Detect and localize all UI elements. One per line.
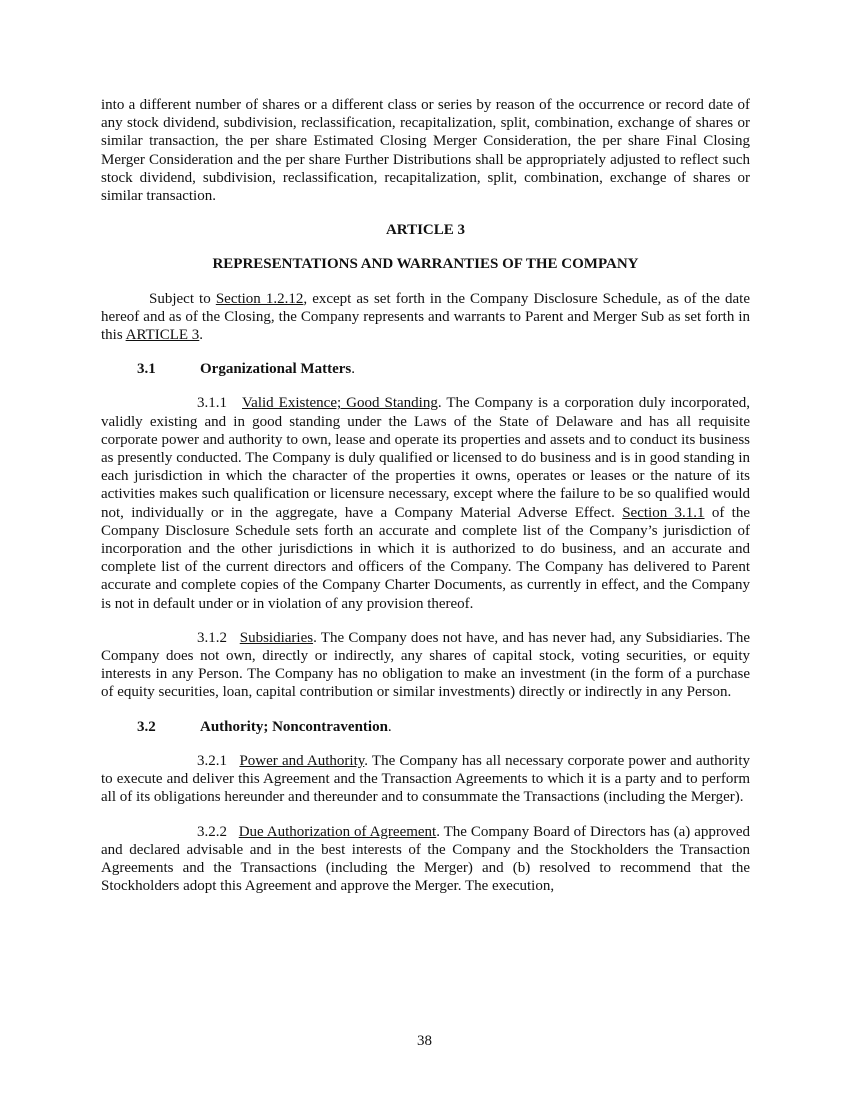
subsection-3-2-1: 3.2.1 Power and Authority. The Company has all necessary corporate power and authority to execute and deliver this Agreement and the Transaction Agreements to which it is a party and to perform all of its obligations hereunder and thereunder and to consummate the Transactions (including the Merger).: [101, 752, 751, 806]
document-page: [101, 96, 750, 895]
page-number: 38: [417, 1033, 432, 1049]
subsection-heading: Subsidiaries: [239, 629, 314, 646]
section-reference-link: Section 1.2.12: [215, 290, 304, 307]
subsection-3-1-1: 3.1.1 Valid Existence; Good Standing. The Company is a corporation duly incorporated, validly existing and in good standing under the Laws of the State of Delaware and has all requisite corporate power and authority to own, lease and operate its properties and assets and to conduct its business as presently conducted. The Company is duly qualified or licensed to do business and is in good standing in each jurisdiction in which the character of the properties it owns, operates or leases or the nature of its activities makes such qualification or licensure necessary, except where the failure to be so qualified would not, individually or in the aggregate, have a Company Material Adverse Effect. Section 3.1.1 of the Company Disclosure Schedule sets forth an accurate and complete list of the Company’s jurisdiction of incorporation and the other jurisdictions in which it is authorized to do business, and an accurate and complete list of the current directors and officers of the Company. The Company has delivered to Parent accurate and complete copies of the Company Charter Documents, as currently in effect, and the Company is not in default under or in violation of any provision thereof.: [101, 395, 751, 612]
article-intro-paragraph: Subject to Section 1.2.12, except as set forth in the Company Disclosure Schedule, as of the date hereof and as of the Closing, the Company represents and warrants to Parent and Merger Sub as set forth in this ARTICLE 3.: [101, 290, 750, 344]
subsection-3-2-2: 3.2.2 Due Authorization of Agreement. The Company Board of Directors has (a) approved and declared advisable and in the best interests of the Company and the Stockholders the Transaction Agreements and the Transactions (including the Merger) and (b) resolved to recommend that the Stockholders adopt this Agreement and approve the Merger. The execution,: [101, 823, 751, 895]
section-reference-link: Section 3.1.1: [622, 504, 705, 521]
subsection-heading: Power and Authority: [239, 752, 365, 769]
subsection-heading: Due Authorization of Agreement: [238, 823, 437, 840]
subsection-heading: Valid Existence; Good Standing: [242, 395, 438, 412]
continuation-paragraph: into a different number of shares or a different class or series by reason of the occurrence or record date of any stock dividend, subdivision, reclassification, recapitalization, split, combination, exchange of shares or similar transaction, the per share Estimated Closing Merger Consideration, the per share Final Closing Merger Consideration and the per share Further Distributions shall be appropriately adjusted to reflect such stock dividend, subdivision, reclassification, recapitalization, split, combination, exchange of shares or similar transaction.: [101, 97, 750, 205]
subsection-3-1-2: 3.1.2 Subsidiaries. The Company does not have, and has never had, any Subsidiaries. The Company does not own, directly or indirectly, any shares of capital stock, voting securities, or equity interests in any Person. The Company has no obligation to make an investment (in the form of a purchase of equity securities, loan, capital contribution or similar investments) directly or indirectly in any Person.: [101, 629, 751, 701]
article-reference-link: ARTICLE 3: [125, 327, 200, 344]
article-number: ARTICLE 3: [385, 222, 466, 239]
section-heading-3-2: 3.2 Authority; Noncontravention.: [137, 718, 392, 735]
section-heading-3-1: 3.1 Organizational Matters.: [137, 361, 355, 378]
article-title: REPRESENTATIONS AND WARRANTIES OF THE COMPANY: [212, 256, 639, 273]
